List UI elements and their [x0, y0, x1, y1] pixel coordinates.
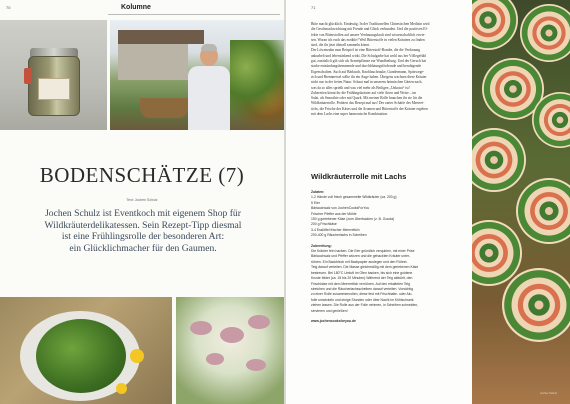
- body-line: Wildkräuterrolle. Probiert das Rezept mal aus! Der zarter Schärfe des Meerret-: [311, 101, 425, 106]
- article-body: [311, 22, 457, 117]
- prep-line: Teig darauf verteilen. Die Masse gleichmäßig mit dem geriebenen Käse: [311, 265, 419, 270]
- herb-bowl-photo: [0, 297, 172, 404]
- salmon-rolls-photo: [472, 0, 570, 404]
- lead-line: Wildkräuterdelikatessen. Sein Rezept-Tipp diesmal: [44, 219, 242, 231]
- ingredient-item: Bärlauchsalz von JochenCooksForYou: [311, 206, 370, 211]
- prep-line: streichen und die Räucherlachsscheiben darauf verteilen. Vorsichtig: [311, 286, 413, 291]
- header-rule: [108, 14, 280, 15]
- lead-line: Jochen Schulz ist Eventkoch mit eigenem Shop für: [45, 208, 241, 219]
- section-rubric: Kolumne: [121, 4, 151, 11]
- recipe-block: [311, 190, 457, 324]
- dandelion-flower: [116, 383, 127, 394]
- body-line: Der Löwenzahn zum Beispiel ist eine Bitterstoff-Bombe, die die Verdauung: [311, 48, 421, 53]
- roll-slice: [520, 4, 570, 62]
- body-line: sen. Woran ich euch das erzähle? Weil Bitterstoffe in vielen Kräutern zu finden: [311, 37, 425, 42]
- prep-line: Kruste bildet (ca. 15 bis 20 Minuten).Während der Teig abkühlt, den: [311, 276, 413, 281]
- ingredient-item: 1-2 Hände voll frisch gesammelte Wildkräuter (ca. 200 g): [311, 195, 397, 200]
- page-number-right: 71: [311, 5, 316, 10]
- prep-line: rühren. Ein Backblech mit Backpapier auslegen und den Rührei-: [311, 259, 408, 264]
- yarrow-flowers-photo: [176, 297, 284, 404]
- roll-slice: [516, 178, 570, 244]
- ingredient-item: 150 g geriebener Käse (zum Überbacken (z. B. Gouda): [311, 217, 395, 222]
- jar-clip: [24, 68, 32, 84]
- garden-plants: [230, 40, 284, 130]
- body-line: Salat, als Smoothie oder mit Quark. Mit meiner Rolle brauchen ihr sie für die: [311, 96, 423, 101]
- body-line: tichs, die Frische des Käses und die Aromen und Bitterstoffe der Kräuter ergeben: [311, 106, 428, 111]
- prep-line: servieren und genießen!: [311, 308, 348, 313]
- flower-cluster: [246, 359, 266, 371]
- article-title: BODENSCHÄTZE (7): [39, 163, 245, 187]
- body-line: sind, die ihr jetzt überall sammeln könnt.: [311, 43, 370, 48]
- dandelion-flower: [130, 349, 144, 363]
- photo-credit: Jochen Schulz: [540, 392, 557, 395]
- body-line: gut, zusätzlich gilt sich als Arzneipflanze zur Wundheilung. Und der Geruch hat: [311, 59, 427, 64]
- body-line: was da so alles sprießt und was viel mehr als Beiligen „Unkraut“ ist!: [311, 85, 410, 90]
- flower-cluster: [248, 315, 270, 329]
- body-line: die Geschmacksrichtung mit Freude und Glück verbunden. Und die positiven Ef-: [311, 27, 428, 32]
- roll-slice: [472, 0, 518, 50]
- recipe-title: Wildkräuterrolle mit Lachs: [311, 172, 407, 181]
- prep-line: Bärlauchsalz und Pfeffer würzen und die gehackten Kräuter unter-: [311, 254, 411, 259]
- ingredient-item: 200-400 g Räucherlachs in Scheiben: [311, 233, 367, 238]
- herb-leaves: [36, 319, 126, 393]
- body-line: rich und Brennnessel sollte ihr ein Auge haben. Übrigens wachsen diese Kräuter: [311, 74, 427, 79]
- body-line: nicht nur in der freien Natur. Schaut mal in unserem heimischen Gärten nach,: [311, 80, 423, 85]
- flower-cluster: [220, 327, 244, 343]
- prep-line: bestreuen. Bei 180°C Umluft im Ofen backen, bis sich eine goldene: [311, 270, 413, 275]
- prep-line: Die Kräuter fein hacken. Die Eier gründlich verquirlen, mit einer Prise: [311, 249, 415, 254]
- prep-line: folie umwickeln und einige Stunden oder über Nacht im Kühlschrank: [311, 297, 414, 302]
- prep-line: ziehen lassen. Die Rolle aus der Folie nehmen, in Scheiben schneiden,: [311, 303, 419, 308]
- lead-paragraph: [18, 208, 268, 254]
- body-line: fekte von Bitterstoffen auf unsere Verdauungskraft sind wissenschaftlich erwie-: [311, 32, 426, 37]
- flower-cluster: [206, 353, 224, 365]
- ingredient-item: Frischer Pfeffer aus der Mühle: [311, 211, 357, 216]
- lead-line: ein Glücklichmacher für den Gaumen.: [69, 242, 217, 254]
- right-page: [286, 0, 472, 404]
- body-line: Zubereiten könnt ihr die Frühlingskräuter auf viele Arten und Weise – im: [311, 90, 417, 95]
- flower-cluster: [190, 321, 212, 335]
- ingredients-heading: Zutaten:: [311, 190, 325, 194]
- body-line: Bitte macht glücklich. Eindeutig. In der Traditionellen Chinesischen Medizin wird: [311, 22, 430, 26]
- byline: Text: Jochen Schulz: [126, 198, 158, 202]
- roof: [118, 30, 204, 44]
- jar-label: [38, 78, 70, 100]
- chef-shirt: [188, 66, 230, 130]
- ingredient-item: 3-4 Esslöffel frischer Meerrettich: [311, 227, 360, 232]
- left-page: [0, 0, 284, 404]
- lead-line: ist eine Frühlingsrolle der besonderen Art:: [61, 231, 225, 243]
- chef-hair: [201, 44, 217, 51]
- jar-photo: [0, 20, 107, 130]
- roll-slice: [472, 128, 526, 192]
- prep-line: Frischkäse mit dem Meerrettich verrühren. Auf den erkalteten Teig: [311, 281, 411, 286]
- page-number-left: 70: [6, 5, 11, 10]
- body-line: Eigenschaften. Auch auf Bärlauch, Knoblauchrauke, Gundermann, Spitzwege-: [311, 69, 425, 74]
- prep-heading: Zubereitung:: [311, 243, 332, 248]
- roll-slice: [502, 268, 570, 342]
- chef-photo: [110, 20, 284, 130]
- house: [118, 30, 188, 80]
- body-line: starke entzündungshemmende und durchblutungsfördernde und beruhigende: [311, 64, 422, 69]
- page-header: [0, 0, 284, 18]
- body-line: ankurbelt und leberstärkend wirkt. Die Schafgarbe hat wohl aus her Völlegefühl: [311, 53, 427, 58]
- prep-line: zu einer Rolle zusammenrollen, diese fest mit Frischhalte- oder Alu-: [311, 292, 413, 297]
- ingredient-item: 200 g Frischkäse: [311, 222, 337, 227]
- website-link[interactable]: www.jochencooksforyou.de: [311, 318, 356, 323]
- basket: [140, 98, 188, 118]
- ingredient-item: 5 Eier: [311, 200, 320, 205]
- body-line: mit dem Lachs eine super harmonische Kombination.: [311, 112, 388, 117]
